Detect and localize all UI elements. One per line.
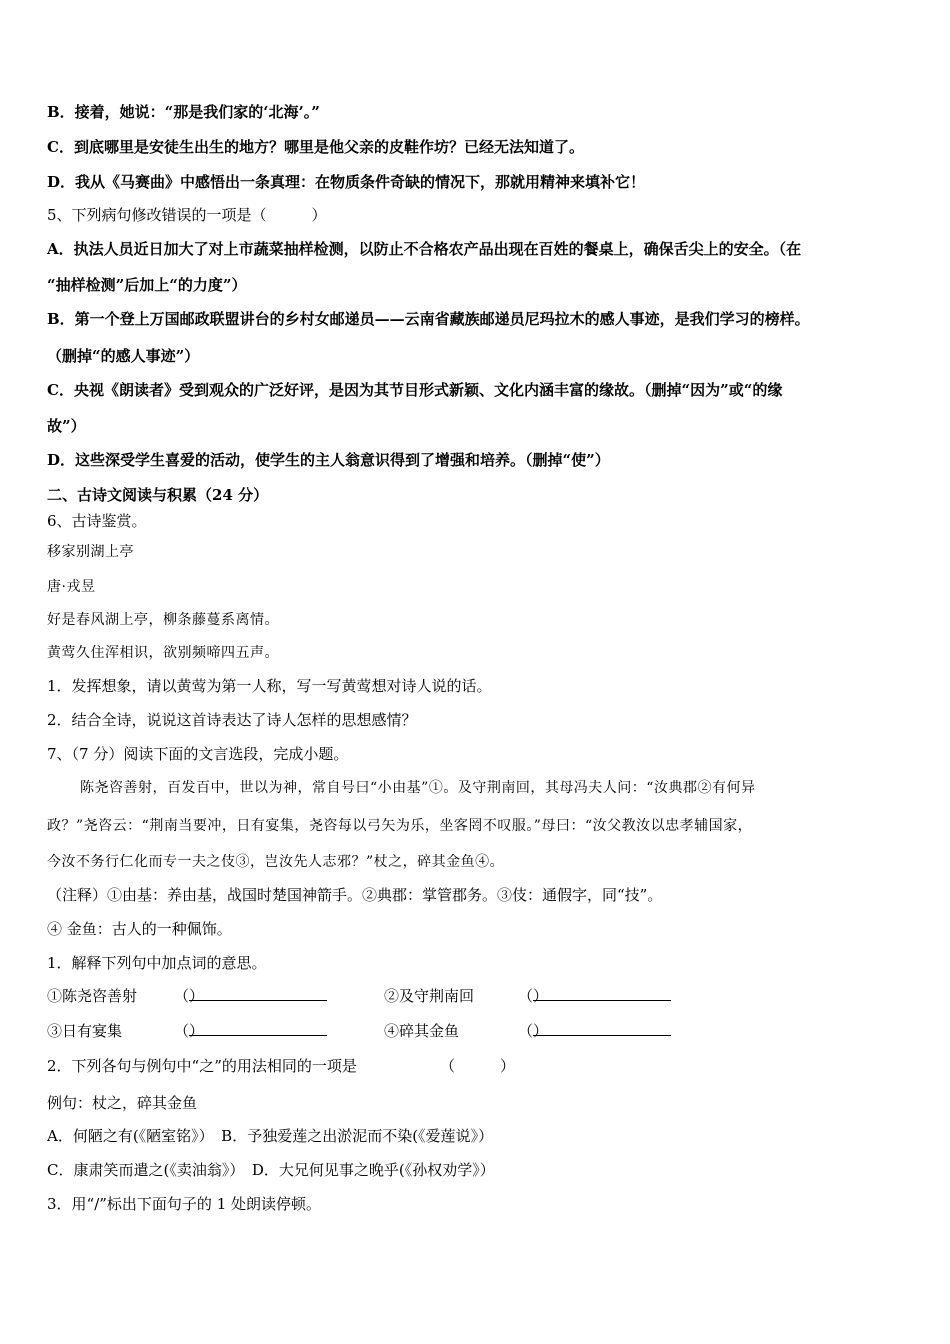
paren-close: ）: [189, 987, 205, 1005]
q7-passage-line1: 陈尧咨善射，百发百中，世以为神，常自号曰“小由基”①。及守荆南回，其母冯夫人问：“汝典郡②有何异: [80, 780, 756, 796]
q7-example: 例句：杖之，碎其金鱼: [47, 1094, 198, 1112]
paren-open: （: [518, 1022, 534, 1040]
q7-passage-line2: 政？”尧咨云：“荆南当要冲，日有宴集，尧咨每以弓矢为乐，坐客罔不叹服。”母曰：“汝父教汝以忠孝辅国家，: [47, 818, 753, 834]
q7-note-line2: ④ 金鱼：古人的一种佩饰。: [47, 920, 232, 938]
paren-close: ）: [189, 1022, 205, 1040]
q5-option-b-line2: （删掉“的感人事迹”）: [47, 347, 200, 365]
paren-close: ）: [533, 1022, 549, 1040]
q5-option-c-line2: 故”）: [47, 417, 86, 435]
section-2-heading: 二、古诗文阅读与积累（24 分）: [47, 486, 269, 504]
q5-stem: 5、下列病句修改错误的一项是（ ）: [47, 206, 327, 224]
q7-sub2-stem: 2．下列各句与例句中“之”的用法相同的一项是: [47, 1057, 357, 1075]
paren-open: （: [518, 987, 534, 1005]
word-item-1: ①陈尧咨善射: [47, 987, 138, 1005]
q5-option-c-line1: C．央视《朗读者》受到观众的广泛好评，是因为其节目形式新颖、文化内涵丰富的缘故。（删掉“因为”或“的缘: [47, 381, 783, 399]
word-answer-2[interactable]: [518, 986, 548, 1006]
q6-sub2: 2．结合全诗，说说这首诗表达了诗人怎样的思想感情？: [47, 711, 417, 729]
paren-open: （: [174, 1022, 190, 1040]
word-item-4: ④碎其金鱼: [384, 1022, 460, 1040]
q5-option-b-line1: B．第一个登上万国邮政联盟讲台的乡村女邮递员——云南省藏族邮递员尼玛拉木的感人事迹，是我们学习的榜样。: [47, 310, 810, 328]
word-item-3: ③日有宴集: [47, 1022, 123, 1040]
poem-line-1: 好是春风湖上亭，柳条藤蔓系离情。: [47, 612, 279, 628]
word-answer-1[interactable]: [174, 986, 204, 1006]
q7-note-line1: （注释）①由基：养由基，战国时楚国神箭手。②典郡：掌管郡务。③伎：通假字，同“技”。: [47, 886, 663, 904]
q7-sub3-stem: 3．用“/”标出下面句子的 1 处朗读停顿。: [47, 1195, 322, 1213]
answer-blank-1[interactable]: [189, 986, 327, 1001]
word-answer-3[interactable]: [174, 1021, 204, 1041]
q7-options-row2: C．康肃笑而遣之(《卖油翁》） D．大兄何见事之晚乎(《孙权劝学》）: [47, 1161, 495, 1179]
q6-sub1: 1．发挥想象，请以黄莺为第一人称，写一写黄莺想对诗人说的话。: [47, 677, 492, 695]
poem-title: 移家别湖上亭: [47, 544, 134, 560]
q6-stem: 6、古诗鉴赏。: [47, 512, 147, 530]
word-item-2: ②及守荆南回: [384, 987, 475, 1005]
q5-option-a-line2: “抽样检测”后加上“的力度”）: [47, 276, 247, 294]
q5-option-d: D．这些深受学生喜爱的活动，使学生的主人翁意识得到了增强和培养。（删掉“使”）: [47, 451, 610, 469]
q7-sub2-answer-paren[interactable]: （ ）: [440, 1057, 516, 1075]
q7-stem: 7、（7 分）阅读下面的文言选段，完成小题。: [47, 745, 349, 763]
poem-author: 唐·戎昱: [47, 579, 96, 595]
poem-line-2: 黄莺久住浑相识，欲别频啼四五声。: [47, 645, 279, 661]
q4-option-b: B．接着，她说：“那是我们家的‘北海’。”: [47, 103, 320, 121]
paren-close: ）: [533, 987, 549, 1005]
answer-blank-2[interactable]: [533, 986, 671, 1001]
q4-option-d: D．我从《马赛曲》中感悟出一条真理：在物质条件奇缺的情况下，那就用精神来填补它！: [47, 173, 646, 191]
q7-options-row1: A．何陋之有(《陋室铭》） B．予独爱莲之出淤泥而不染(《爱莲说》）: [47, 1127, 494, 1145]
q5-option-a-line1: A．执法人员近日加大了对上市蔬菜抽样检测，以防止不合格农产品出现在百姓的餐桌上，确保舌尖上的安全。（在: [47, 240, 802, 258]
q7-sub1-stem: 1．解释下列句中加点词的意思。: [47, 954, 267, 972]
word-answer-4[interactable]: [518, 1021, 548, 1041]
q7-passage-line3: 今汝不务行仁化而专一夫之伎③，岂汝先人志邪？”杖之，碎其金鱼④。: [47, 854, 505, 870]
answer-blank-4[interactable]: [533, 1021, 671, 1036]
answer-blank-3[interactable]: [189, 1021, 327, 1036]
paren-open: （: [174, 987, 190, 1005]
q4-option-c: C．到底哪里是安徒生出生的地方？哪里是他父亲的皮鞋作坊？已经无法知道了。: [47, 138, 584, 156]
